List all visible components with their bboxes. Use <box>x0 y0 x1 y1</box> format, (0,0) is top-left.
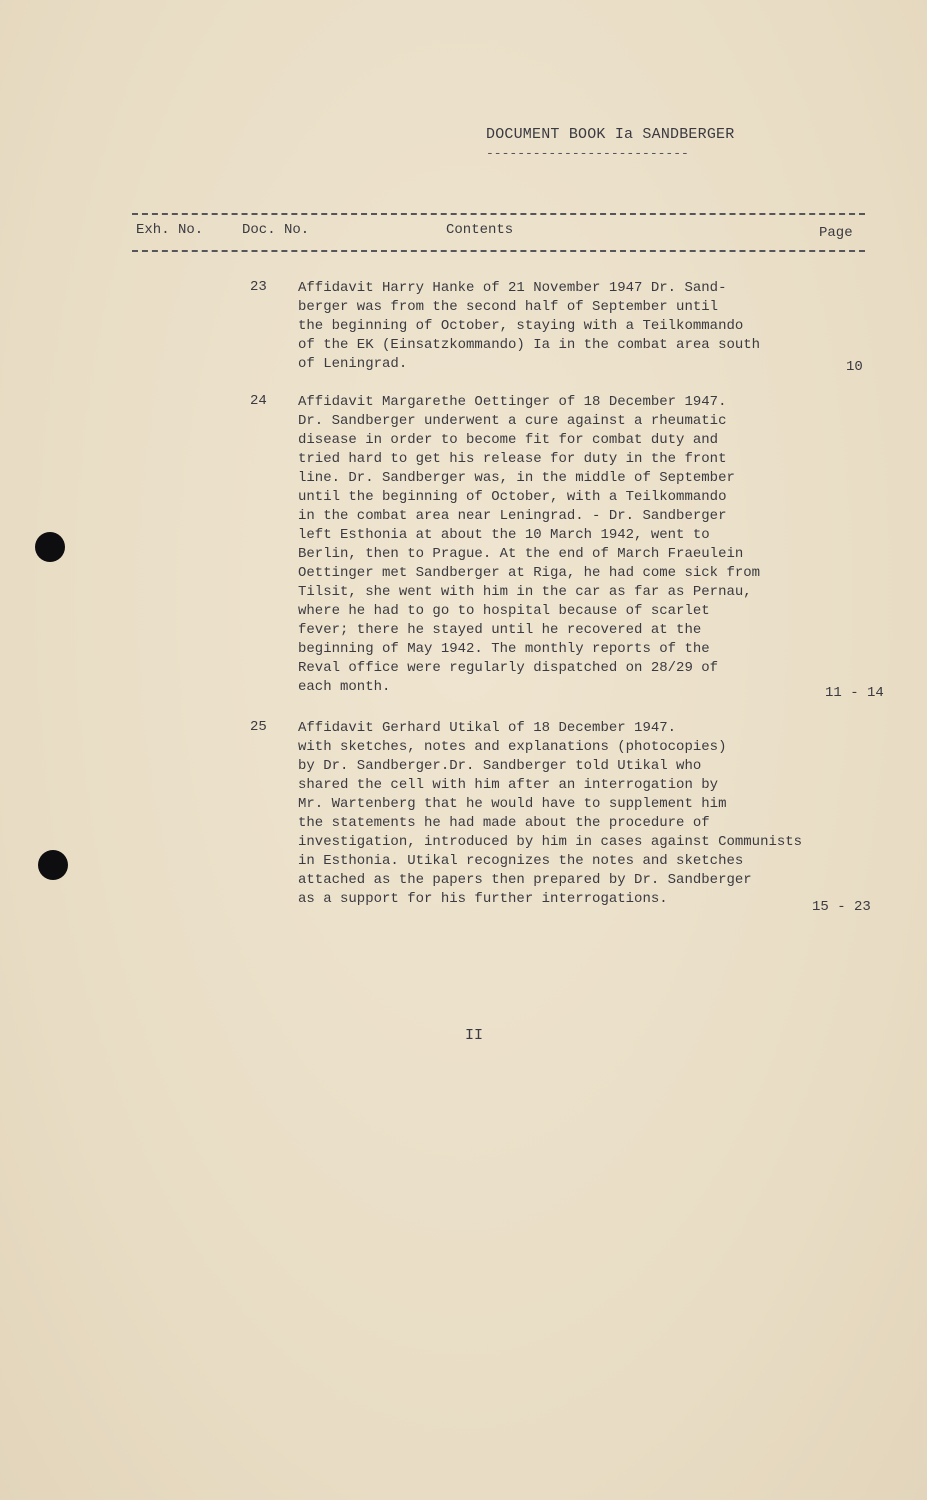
entry-doc-no: 24 <box>250 393 267 409</box>
entry-line: left Esthonia at about the 10 March 1942, went to <box>298 527 710 543</box>
entry-line: until the beginning of October, with a Teilkommando <box>298 489 727 505</box>
entry-line: of Leningrad. <box>298 356 408 372</box>
entry-line: Affidavit Margarethe Oettinger of 18 December 1947. <box>298 394 727 410</box>
entry-line: beginning of May 1942. The monthly reports of the <box>298 641 710 657</box>
entry-line: Affidavit Gerhard Utikal of 18 December 1947. <box>298 720 677 736</box>
entry-contents <box>298 279 760 374</box>
entry-line: tried hard to get his release for duty in the front <box>298 451 727 467</box>
entry-page: 11 - 14 <box>825 685 884 701</box>
entry-line: fever; there he stayed until he recovered at the <box>298 622 702 638</box>
punch-hole <box>35 532 65 562</box>
table-header-rule <box>132 250 865 252</box>
entry-line: the statements he had made about the procedure of <box>298 815 710 831</box>
entry-line: Dr. Sandberger underwent a cure against a rheumatic <box>298 413 727 429</box>
entry-line: Berlin, then to Prague. At the end of March Fraeulein <box>298 546 744 562</box>
footer-page-number: II <box>465 1027 484 1044</box>
entry-line: berger was from the second half of September until <box>298 299 719 315</box>
entry-line: attached as the papers then prepared by Dr. Sandberger <box>298 872 752 888</box>
entry-contents <box>298 719 802 909</box>
entry-line: Oettinger met Sandberger at Riga, he had come sick from <box>298 565 761 581</box>
entry-line: investigation, introduced by him in cases against Communists <box>298 834 803 850</box>
entry-page: 15 - 23 <box>812 899 871 915</box>
table-top-rule <box>132 213 865 215</box>
entry-line: in Esthonia. Utikal recognizes the notes and sketches <box>298 853 744 869</box>
entry-line: in the combat area near Leningrad. - Dr. Sandberger <box>298 508 727 524</box>
entry-line: Reval office were regularly dispatched on 28/29 of <box>298 660 719 676</box>
entry-line: line. Dr. Sandberger was, in the middle of September <box>298 470 735 486</box>
column-header-exh-no: Exh. No. <box>136 222 204 238</box>
entry-line: Tilsit, she went with him in the car as far as Pernau, <box>298 584 752 600</box>
document-title: DOCUMENT BOOK Ia SANDBERGER <box>486 126 735 143</box>
entry-line: by Dr. Sandberger.Dr. Sandberger told Utikal who <box>298 758 702 774</box>
entry-page: 10 <box>846 359 863 375</box>
column-header-page: Page <box>819 225 853 241</box>
entry-line: each month. <box>298 679 391 695</box>
column-header-doc-no: Doc. No. <box>242 222 310 238</box>
entry-line: as a support for his further interrogations. <box>298 891 668 907</box>
entry-line: the beginning of October, staying with a Teilkommando <box>298 318 744 334</box>
entry-line: where he had to go to hospital because of scarlet <box>298 603 710 619</box>
entry-contents <box>298 393 760 697</box>
entry-line: Mr. Wartenberg that he would have to supplement him <box>298 796 727 812</box>
entry-line: Affidavit Harry Hanke of 21 November 1947 Dr. Sand- <box>298 280 727 296</box>
entry-line: shared the cell with him after an interrogation by <box>298 777 719 793</box>
entry-doc-no: 23 <box>250 279 267 295</box>
column-header-contents: Contents <box>446 222 514 238</box>
punch-hole <box>38 850 68 880</box>
entry-line: with sketches, notes and explanations (photocopies) <box>298 739 727 755</box>
title-underline: -------------------------- <box>486 146 689 161</box>
entry-line: of the EK (Einsatzkommando) Ia in the combat area south <box>298 337 761 353</box>
entry-line: disease in order to become fit for combat duty and <box>298 432 719 448</box>
entry-doc-no: 25 <box>250 719 267 735</box>
